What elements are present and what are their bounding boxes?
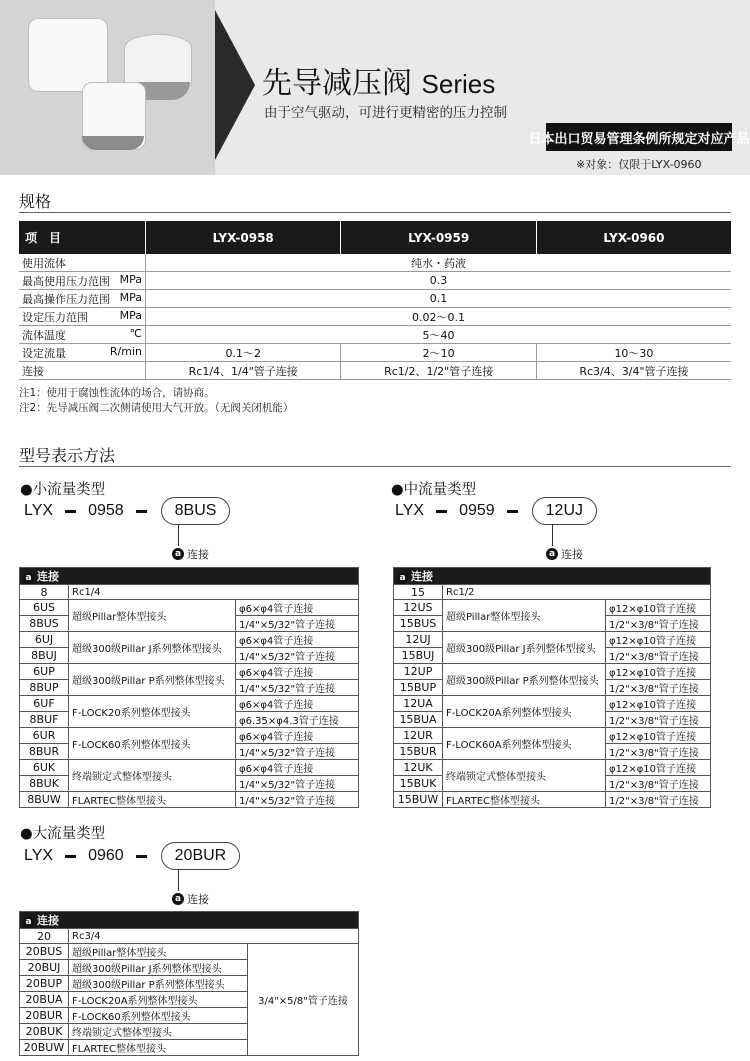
code-cell: 8BUF xyxy=(20,712,69,728)
code-cell: 20BUR xyxy=(20,1008,69,1024)
table-row xyxy=(394,792,711,808)
pipe-cell: φ6×φ4管子连接 xyxy=(236,600,359,616)
pipe-cell: 1/4"×5/32"管子连接 xyxy=(236,792,359,808)
pipe-cell: φ6×φ4管子连接 xyxy=(236,696,359,712)
desc-cell: Rc3/4 xyxy=(69,929,359,944)
circle-a-icon: a xyxy=(172,548,184,560)
code-cell: 15BUA xyxy=(394,712,443,728)
spec-header-row xyxy=(19,221,731,254)
leader-line xyxy=(178,524,179,546)
pipe-cell: 1/2"×3/8"管子连接 xyxy=(606,680,711,696)
large-connection-table xyxy=(19,911,359,1056)
connection-label: a 连接 xyxy=(546,546,583,562)
pipe-cell: 1/2"×3/8"管子连接 xyxy=(606,744,711,760)
table-row xyxy=(20,792,359,808)
pipe-cell: φ6×φ4管子连接 xyxy=(236,760,359,776)
desc-cell: F-LOCK60系列整体型接头 xyxy=(69,728,236,760)
desc-cell: F-LOCK60系列整体型接头 xyxy=(69,1008,248,1024)
pipe-cell: φ12×φ10管子连接 xyxy=(606,728,711,744)
divider xyxy=(19,466,731,467)
desc-cell: Rc1/4 xyxy=(69,585,359,600)
desc-cell: 终端锁定式整体型接头 xyxy=(69,760,236,792)
table-row xyxy=(19,326,731,344)
table-row xyxy=(20,664,359,680)
chevron-right-icon xyxy=(215,10,255,160)
desc-cell: 超级300级Pillar J系列整体型接头 xyxy=(443,632,606,664)
pipe-cell: 1/4"×5/32"管子连接 xyxy=(236,648,359,664)
spec-header-label: 项 目 xyxy=(19,221,146,254)
spec-model-header: LYX-0960 xyxy=(536,221,731,254)
code-cell: 20BUJ xyxy=(20,960,69,976)
table-row xyxy=(20,696,359,712)
valve-image-small xyxy=(28,18,108,92)
table-row xyxy=(394,728,711,744)
desc-cell: 超级Pillar整体型接头 xyxy=(443,600,606,632)
leader-line xyxy=(178,869,179,891)
desc-cell: 超级300级Pillar J系列整体型接头 xyxy=(69,960,248,976)
valve-base xyxy=(82,136,144,150)
badge-note: ※对象：仅限于LYX-0960 xyxy=(576,158,702,171)
code-cell: 12UK xyxy=(394,760,443,776)
code-cell: 15BUJ xyxy=(394,648,443,664)
desc-cell: Rc1/2 xyxy=(443,585,711,600)
spec-model-header: LYX-0958 xyxy=(146,221,341,254)
pipe-cell: φ12×φ10管子连接 xyxy=(606,696,711,712)
table-row xyxy=(19,254,731,272)
pipe-cell: 1/2"×3/8"管子连接 xyxy=(606,648,711,664)
model-prefix: LYX xyxy=(24,847,54,864)
model-series: 0958 xyxy=(88,502,124,519)
model-series: 0959 xyxy=(459,502,495,519)
circle-a-icon: a xyxy=(172,893,184,905)
pipe-cell: φ6×φ4管子连接 xyxy=(236,728,359,744)
table-head: a 连接 xyxy=(394,568,711,585)
pipe-cell: 3/4"×5/8"管子连接 xyxy=(248,944,359,1056)
table-row xyxy=(20,632,359,648)
table-row xyxy=(19,272,731,290)
spec-section-title: 规格 xyxy=(19,192,52,211)
model-series: 0960 xyxy=(88,847,124,864)
desc-cell: 超级Pillar整体型接头 xyxy=(69,600,236,632)
desc-cell: 超级300级Pillar P系列整体型接头 xyxy=(69,976,248,992)
table-row xyxy=(20,600,359,616)
code-cell: 6UP xyxy=(20,664,69,680)
table-row xyxy=(20,760,359,776)
code-cell: 15BUS xyxy=(394,616,443,632)
code-cell: 20BUP xyxy=(20,976,69,992)
row-label: 设定压力范围 MPa xyxy=(19,308,146,326)
code-cell: 20 xyxy=(20,929,69,944)
pipe-cell: 1/2"×3/8"管子连接 xyxy=(606,776,711,792)
row-label: 最高操作压力范围 MPa xyxy=(19,290,146,308)
code-cell: 12UR xyxy=(394,728,443,744)
code-cell: 8BUW xyxy=(20,792,69,808)
pipe-cell: φ6×φ4管子连接 xyxy=(236,664,359,680)
row-value: 0.3 xyxy=(146,272,732,290)
row-value: 纯水・药液 xyxy=(146,254,732,272)
code-cell: 8 xyxy=(20,585,69,600)
desc-cell: 终端锁定式整体型接头 xyxy=(69,1024,248,1040)
desc-cell: F-LOCK60A系列整体型接头 xyxy=(443,728,606,760)
note-1: 注1：使用于腐蚀性流体的场合，请协商。 xyxy=(19,387,215,399)
pipe-cell: 1/4"×5/32"管子连接 xyxy=(236,680,359,696)
pipe-cell: 1/2"×3/8"管子连接 xyxy=(606,616,711,632)
spec-table xyxy=(19,221,731,380)
row-label: 使用流体 xyxy=(19,254,146,272)
pipe-cell: φ6.35×φ4.3管子连接 xyxy=(236,712,359,728)
code-cell: 15BUW xyxy=(394,792,443,808)
table-row xyxy=(394,760,711,776)
desc-cell: F-LOCK20A系列整体型接头 xyxy=(443,696,606,728)
pipe-cell: 1/2"×3/8"管子连接 xyxy=(606,792,711,808)
row-label: 流体温度 ℃ xyxy=(19,326,146,344)
table-header xyxy=(20,912,359,929)
desc-cell: 终端锁定式整体型接头 xyxy=(443,760,606,792)
code-cell: 6US xyxy=(20,600,69,616)
code-cell: 12UA xyxy=(394,696,443,712)
table-row xyxy=(20,585,359,600)
table-row xyxy=(394,585,711,600)
code-cell: 12US xyxy=(394,600,443,616)
spec-model-header: LYX-0959 xyxy=(341,221,536,254)
table-row xyxy=(20,728,359,744)
model-section-title: 型号表示方法 xyxy=(19,446,116,465)
desc-cell: FLARTEC整体型接头 xyxy=(69,792,236,808)
table-head: a 连接 xyxy=(20,568,359,585)
table-row xyxy=(19,362,731,380)
row-value: 0.02～0.1 xyxy=(146,308,732,326)
row-value: Rc3/4、3/4"管子连接 xyxy=(536,362,731,380)
code-cell: 6UK xyxy=(20,760,69,776)
row-label: 最高使用压力范围 MPa xyxy=(19,272,146,290)
pipe-cell: 1/2"×3/8"管子连接 xyxy=(606,712,711,728)
code-cell: 6UR xyxy=(20,728,69,744)
desc-cell: F-LOCK20系列整体型接头 xyxy=(69,696,236,728)
code-cell: 20BUA xyxy=(20,992,69,1008)
model-prefix: LYX xyxy=(24,502,54,519)
page-subtitle: 由于空气驱动，可进行更精密的压力控制 xyxy=(264,105,507,121)
circle-a-icon: a xyxy=(546,548,558,560)
large-flow-title: ●大流量类型 xyxy=(20,826,106,842)
code-cell: 8BUR xyxy=(20,744,69,760)
row-value: 0.1 xyxy=(146,290,732,308)
desc-cell: FLARTEC整体型接头 xyxy=(69,1040,248,1056)
medium-flow-title: ●中流量类型 xyxy=(391,482,477,498)
pipe-cell: φ12×φ10管子连接 xyxy=(606,760,711,776)
pipe-cell: φ12×φ10管子连接 xyxy=(606,600,711,616)
table-row xyxy=(394,600,711,616)
model-option-pill: 12UJ xyxy=(532,497,597,525)
model-option-pill: 8BUS xyxy=(161,497,231,525)
code-cell: 6UF xyxy=(20,696,69,712)
medium-model-code xyxy=(395,497,597,525)
row-value: 5～40 xyxy=(146,326,732,344)
medium-connection-table xyxy=(393,567,711,808)
leader-line xyxy=(552,524,553,546)
row-label: 连接 xyxy=(19,362,146,380)
code-cell: 12UP xyxy=(394,664,443,680)
pipe-cell: 1/4"×5/32"管子连接 xyxy=(236,616,359,632)
table-row xyxy=(19,344,731,362)
code-cell: 8BUP xyxy=(20,680,69,696)
pipe-cell: 1/4"×5/32"管子连接 xyxy=(236,776,359,792)
divider xyxy=(19,212,731,213)
table-row xyxy=(20,944,359,960)
page-title: 先导减压阀 Series xyxy=(262,66,496,101)
model-prefix: LYX xyxy=(395,502,425,519)
desc-cell: 超级300级Pillar J系列整体型接头 xyxy=(69,632,236,664)
circle-a-icon: a xyxy=(23,573,34,584)
table-row xyxy=(19,308,731,326)
code-cell: 12UJ xyxy=(394,632,443,648)
small-flow-title: ●小流量类型 xyxy=(20,482,106,498)
table-row xyxy=(19,290,731,308)
row-value: 10～30 xyxy=(536,344,731,362)
code-cell: 15BUR xyxy=(394,744,443,760)
code-cell: 20BUW xyxy=(20,1040,69,1056)
code-cell: 20BUS xyxy=(20,944,69,960)
code-cell: 8BUK xyxy=(20,776,69,792)
note-2: 注2：先导减压阀二次侧请使用大气开放。（无阀关闭机能） xyxy=(19,402,294,414)
code-cell: 8BUS xyxy=(20,616,69,632)
table-row xyxy=(394,696,711,712)
desc-cell: 超级Pillar整体型接头 xyxy=(69,944,248,960)
table-header xyxy=(394,568,711,585)
table-row xyxy=(20,929,359,944)
table-row xyxy=(394,664,711,680)
desc-cell: 超级300级Pillar P系列整体型接头 xyxy=(443,664,606,696)
row-value: 0.1～2 xyxy=(146,344,341,362)
desc-cell: 超级300级Pillar P系列整体型接头 xyxy=(69,664,236,696)
circle-a-icon: a xyxy=(23,917,34,928)
table-head: a 连接 xyxy=(20,912,359,929)
connection-label: a 连接 xyxy=(172,546,209,562)
code-cell: 20BUK xyxy=(20,1024,69,1040)
large-model-code xyxy=(24,842,240,870)
pipe-cell: 1/4"×5/32"管子连接 xyxy=(236,744,359,760)
row-value: 2～10 xyxy=(341,344,536,362)
pipe-cell: φ12×φ10管子连接 xyxy=(606,664,711,680)
spec-notes xyxy=(19,386,293,416)
code-cell: 15 xyxy=(394,585,443,600)
model-option-pill: 20BUR xyxy=(161,842,241,870)
code-cell: 8BUJ xyxy=(20,648,69,664)
small-model-code xyxy=(24,497,230,525)
table-header xyxy=(20,568,359,585)
desc-cell: FLARTEC整体型接头 xyxy=(443,792,606,808)
code-cell: 6UJ xyxy=(20,632,69,648)
desc-cell: F-LOCK20A系列整体型接头 xyxy=(69,992,248,1008)
table-row xyxy=(394,632,711,648)
product-photo xyxy=(0,0,215,175)
pipe-cell: φ12×φ10管子连接 xyxy=(606,632,711,648)
pipe-cell: φ6×φ4管子连接 xyxy=(236,632,359,648)
row-value: Rc1/4、1/4"管子连接 xyxy=(146,362,341,380)
connection-label: a 连接 xyxy=(172,891,209,907)
export-badge: 日本出口贸易管理条例所规定对应产品 xyxy=(546,123,732,151)
code-cell: 15BUK xyxy=(394,776,443,792)
circle-a-icon: a xyxy=(397,573,408,584)
small-connection-table xyxy=(19,567,359,808)
row-value: Rc1/2、1/2"管子连接 xyxy=(341,362,536,380)
row-label: 设定流量 R/min xyxy=(19,344,146,362)
code-cell: 15BUP xyxy=(394,680,443,696)
